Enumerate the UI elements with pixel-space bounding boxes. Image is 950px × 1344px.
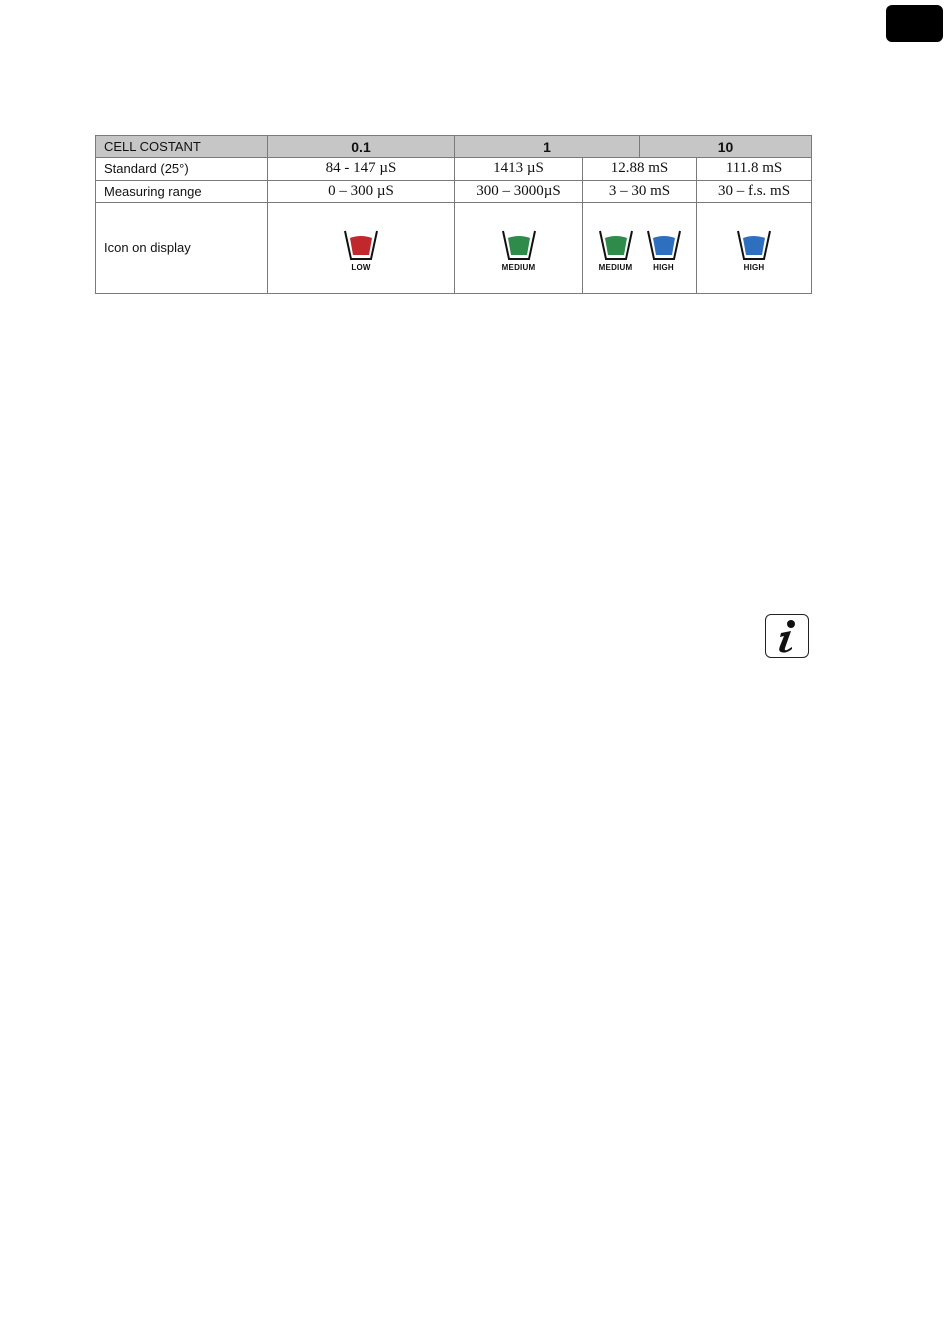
low-beaker-icon — [341, 228, 381, 272]
table-row — [96, 202, 812, 293]
header-constant-10: 10 — [640, 136, 812, 158]
icon-cell — [697, 202, 812, 293]
icon-caption: MEDIUM — [598, 262, 633, 272]
range-value: 30 – f.s. mS — [697, 180, 812, 202]
header-constant-0.1: 0.1 — [268, 136, 455, 158]
info-icon — [765, 614, 809, 658]
medium-beaker-icon — [499, 228, 539, 272]
range-value: 300 – 3000µS — [455, 180, 583, 202]
standard-value: 1413 µS — [455, 158, 583, 180]
page-tab-marker — [886, 5, 943, 42]
high-beaker-icon — [644, 228, 684, 272]
standard-value: 84 - 147 µS — [268, 158, 455, 180]
table-row — [96, 158, 812, 180]
row-label-range: Measuring range — [96, 180, 268, 202]
header-constant-1: 1 — [455, 136, 640, 158]
icon-caption: HIGH — [743, 262, 765, 272]
standard-value: 111.8 mS — [697, 158, 812, 180]
header-label: CELL COSTANT — [96, 136, 268, 158]
row-label-standard: Standard (25°) — [96, 158, 268, 180]
high-beaker-icon — [734, 228, 774, 272]
cell-constant-table — [95, 135, 812, 294]
icon-cell — [268, 202, 455, 293]
row-label-icon: Icon on display — [96, 202, 268, 293]
medium-beaker-icon — [596, 228, 636, 272]
range-value: 0 – 300 µS — [268, 180, 455, 202]
icon-cell — [455, 202, 583, 293]
icon-caption: MEDIUM — [501, 262, 536, 272]
range-value: 3 – 30 mS — [583, 180, 697, 202]
table-row — [96, 180, 812, 202]
icon-caption: LOW — [351, 262, 371, 272]
standard-value: 12.88 mS — [583, 158, 697, 180]
table-header-row — [96, 136, 812, 158]
icon-cell — [583, 202, 697, 293]
icon-caption: HIGH — [653, 262, 674, 272]
